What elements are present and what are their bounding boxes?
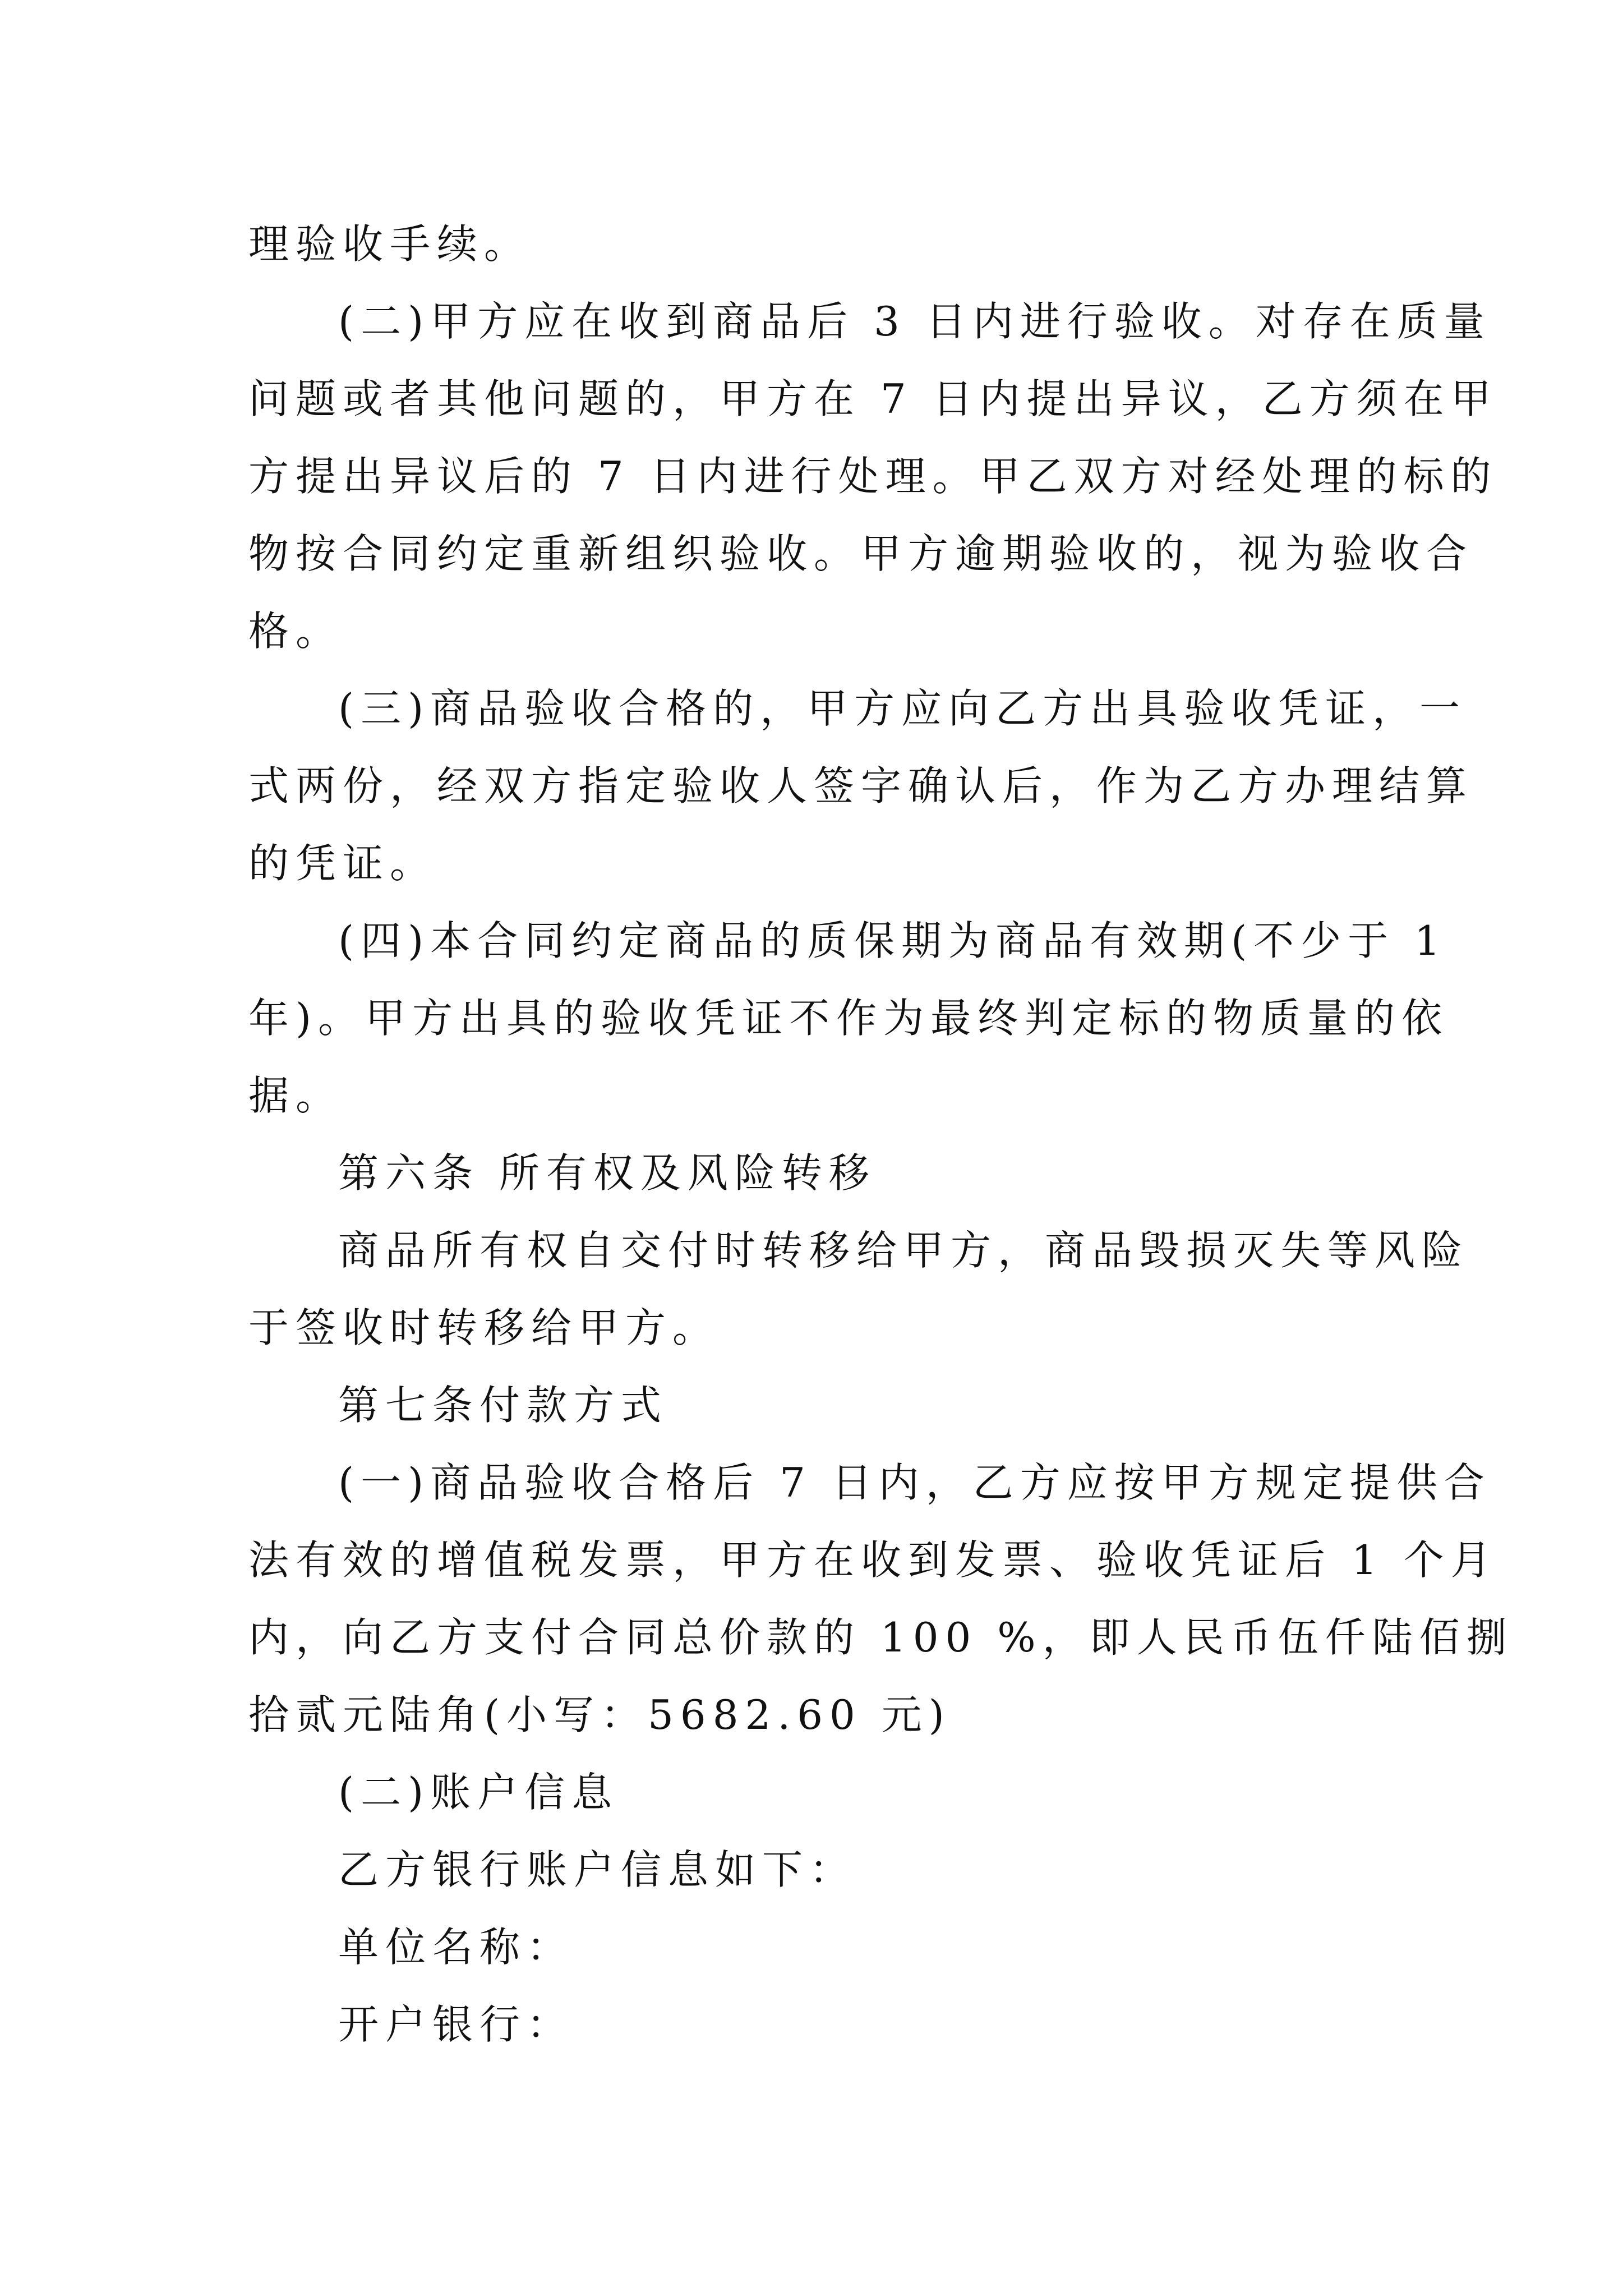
text-line: (一)商品验收合格后 7 日内，乙方应按甲方规定提供合 — [338, 1459, 1491, 1506]
text-line: 据。 — [248, 1072, 343, 1119]
section-heading: 第六条 所有权及风险转移 — [338, 1149, 876, 1197]
text-line: (二)甲方应在收到商品后 3 日内进行验收。对存在质量 — [338, 298, 1491, 345]
text-line: 方提出异议后的 7 日内进行处理。甲乙双方对经处理的标的 — [248, 453, 1498, 500]
section-heading: 第七条付款方式 — [338, 1382, 668, 1429]
text-line: 格。 — [248, 608, 343, 655]
text-line: 单位名称： — [338, 1924, 574, 1971]
text-line: (三)商品验收合格的，甲方应向乙方出具验收凭证，一 — [338, 685, 1467, 732]
text-line: 商品所有权自交付时转移给甲方，商品毁损灭失等风险 — [338, 1227, 1469, 1274]
text-line: (四)本合同约定商品的质保期为商品有效期(不少于 1 — [338, 917, 1447, 964]
text-line: 开户银行： — [338, 2001, 574, 2048]
text-line: 乙方银行账户信息如下： — [338, 1846, 857, 1893]
text-line: 年)。甲方出具的验收凭证不作为最终判定标的物质量的依 — [248, 995, 1449, 1042]
text-line: 于签收时转移给甲方。 — [248, 1304, 720, 1351]
text-line: 理验收手续。 — [248, 220, 532, 268]
text-line: 物按合同约定重新组织验收。甲方逾期验收的，视为验收合 — [248, 530, 1474, 577]
text-line: 法有效的增值税发票，甲方在收到发票、验收凭证后 1 个月 — [248, 1536, 1498, 1584]
text-line: 拾贰元陆角(小写：5682.60 元) — [248, 1691, 951, 1738]
text-line: 的凭证。 — [248, 840, 437, 887]
text-line: 问题或者其他问题的，甲方在 7 日内提出异议，乙方须在甲 — [248, 375, 1498, 422]
text-line: (二)账户信息 — [338, 1769, 619, 1816]
text-line: 内，向乙方支付合同总价款的 100 %，即人民币伍仟陆佰捌 — [248, 1614, 1514, 1661]
text-line: 式两份，经双方指定验收人签字确认后，作为乙方办理结算 — [248, 762, 1474, 809]
